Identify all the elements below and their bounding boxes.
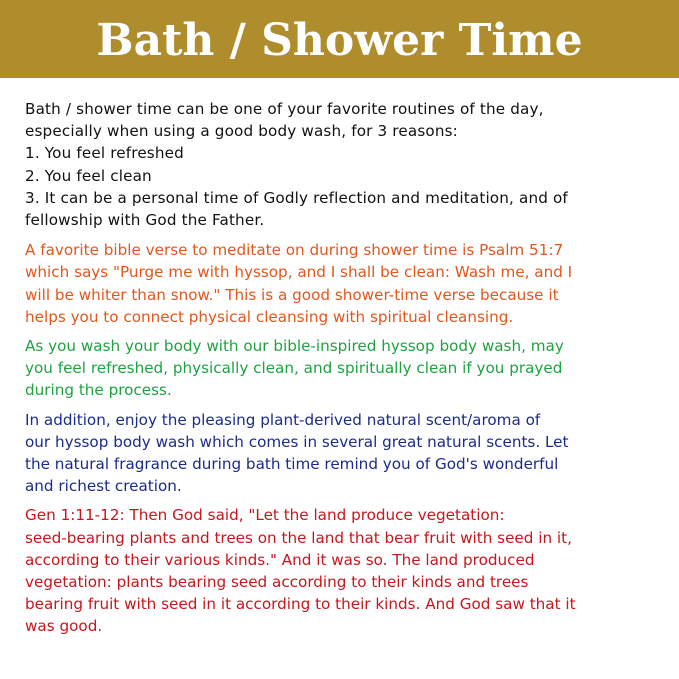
paragraph-line: you feel refreshed, physically clean, and spiritually clean if you prayed — [25, 359, 563, 378]
reason-item: 2. You feel clean — [25, 166, 152, 185]
paragraph-line: Gen 1:11-12: Then God said, "Let the land produce vegetation: — [25, 506, 505, 525]
paragraph-line: will be whiter than snow." This is a good shower-time verse because it — [25, 285, 559, 304]
psalm-verse-paragraph — [25, 239, 670, 328]
title-banner — [0, 0, 679, 78]
paragraph-line: seed-bearing plants and trees on the land that bear fruit with seed in it, — [25, 528, 572, 547]
paragraph-line: A favorite bible verse to meditate on during shower time is Psalm 51:7 — [25, 241, 564, 260]
paragraph-line: our hyssop body wash which comes in several great natural scents. Let — [25, 432, 569, 451]
body-wash-paragraph — [25, 335, 670, 402]
paragraph-line: which says "Purge me with hyssop, and I shall be clean: Wash me, and I — [25, 263, 573, 282]
intro-line: especially when using a good body wash, for 3 reasons: — [25, 122, 458, 141]
paragraph-line: the natural fragrance during bath time remind you of God's wonderful — [25, 455, 559, 474]
reason-item: 3. It can be a personal time of Godly reflection and meditation, and of — [25, 188, 568, 207]
genesis-verse-paragraph — [25, 504, 670, 637]
paragraph-line: vegetation: plants bearing seed according to their kinds and trees — [25, 573, 529, 592]
paragraph-line: bearing fruit with seed in it according to their kinds. And God saw that it — [25, 595, 576, 614]
intro-paragraph — [25, 98, 670, 231]
intro-line: fellowship with God the Father. — [25, 211, 265, 230]
paragraph-line: As you wash your body with our bible-inspired hyssop body wash, may — [25, 337, 564, 356]
intro-line: Bath / shower time can be one of your favorite routines of the day, — [25, 100, 544, 118]
page-title: Bath / Shower Time — [96, 14, 583, 66]
paragraph-line: during the process. — [25, 381, 172, 400]
paragraph-line: was good. — [25, 617, 103, 636]
paragraph-line: and richest creation. — [25, 477, 182, 496]
paragraph-line: according to their various kinds." And it was so. The land produced — [25, 550, 535, 569]
content-area — [25, 98, 670, 638]
paragraph-line: In addition, enjoy the pleasing plant-derived natural scent/aroma of — [25, 410, 541, 429]
reason-item: 1. You feel refreshed — [25, 144, 184, 163]
scent-paragraph — [25, 409, 670, 498]
paragraph-line: helps you to connect physical cleansing with spiritual cleansing. — [25, 307, 514, 326]
